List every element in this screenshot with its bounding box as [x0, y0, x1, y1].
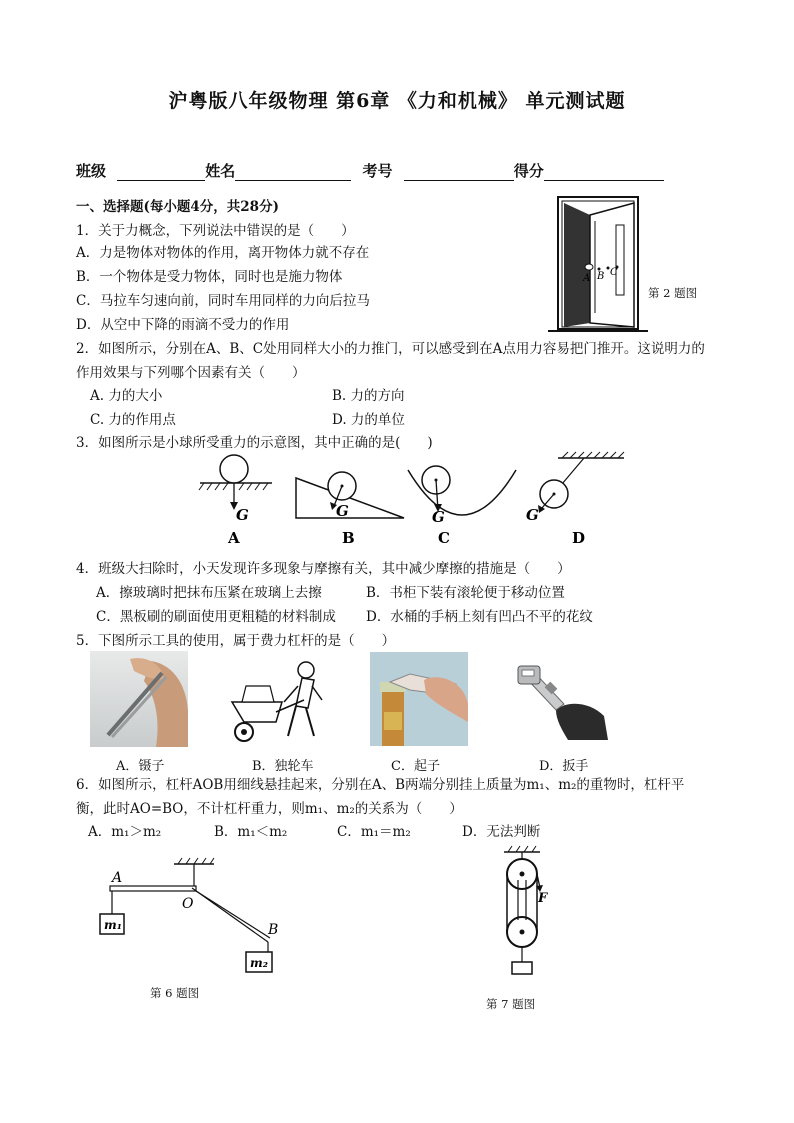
q5-option-b: B．独轮车 — [252, 759, 314, 774]
door-point-c: C — [610, 267, 618, 278]
lever-point-b: B — [268, 922, 279, 938]
force-label-b: G — [336, 502, 349, 520]
choice-label-b: B — [342, 529, 355, 547]
q4-option-b: B．书柜下装有滚轮便于移动位置 — [366, 585, 565, 601]
section-heading: 一、选择题(每小题4分，共28分) — [76, 199, 279, 215]
lever-point-a: A — [112, 870, 123, 886]
choice-label-a: A — [228, 529, 240, 547]
class-label: 班级 — [76, 162, 107, 180]
q3-stem: 3．如图所示是小球所受重力的示意图，其中正确的是( ) — [76, 435, 433, 451]
q1-option-c: C．马拉车匀速向前，同时车用同样的力向后拉马 — [76, 293, 370, 309]
pulley-diagram — [490, 848, 560, 980]
bottle-opener-image — [370, 652, 468, 746]
q4-option-c: C．黑板刷的刷面使用更粗糙的材料制成 — [96, 609, 336, 625]
number-label: 考号 — [362, 162, 393, 180]
q1-stem: 1．关于力概念，下列说法中错误的是（ ） — [76, 223, 355, 239]
gravity-diagrams — [190, 450, 640, 550]
score-label: 得分 — [513, 162, 544, 180]
q1-option-d: D．从空中下降的雨滴不受力的作用 — [76, 317, 290, 333]
q5-stem: 5．下图所示工具的使用，属于费力杠杆的是（ ） — [76, 633, 396, 649]
force-label-c: G — [432, 508, 445, 526]
q4-stem: 4．班级大扫除时，小天发现许多现象与摩擦有关，其中减少摩擦的措施是（ ） — [76, 561, 571, 577]
mass-m2-label: m₂ — [250, 956, 268, 970]
q6-stem-line2: 衡，此时AO=BO，不计杠杆重力，则m₁、m₂的关系为（ ） — [76, 801, 463, 817]
q5-option-d: D．扳手 — [539, 759, 589, 774]
wrench-image — [512, 660, 612, 740]
q2-option-d: D. 力的单位 — [332, 412, 405, 428]
q2-option-c: C. 力的作用点 — [90, 412, 176, 428]
score-field[interactable] — [544, 164, 664, 181]
page-title: 沪粤版八年级物理 第6章 《力和机械》 单元测试题 — [168, 90, 626, 112]
q2-stem-line2: 作用效果与下列哪个因素有关（ ） — [76, 365, 306, 381]
door-figure — [548, 195, 648, 340]
choice-label-c: C — [438, 529, 450, 547]
q2-stem-line1: 2．如图所示，分别在A、B、C处用同样大小的力推门，可以感受到在A点用力容易把门推开。这说明力的 — [76, 341, 705, 357]
mass-m1-label: m₁ — [104, 918, 122, 932]
lever-point-o: O — [182, 896, 194, 912]
q6-stem-line1: 6．如图所示，杠杆AOB用细线悬挂起来，分别在A、B两端分别挂上质量为m₁、m₂的重物时，杠杆平 — [76, 777, 685, 793]
fig6-caption: 第 6 题图 — [150, 986, 200, 1000]
name-label: 姓名 — [205, 162, 236, 180]
door-point-b: B — [597, 271, 605, 282]
q4-option-d: D．水桶的手柄上刻有凹凸不平的花纹 — [366, 609, 593, 625]
force-label-a: G — [236, 506, 249, 524]
number-field[interactable] — [404, 164, 514, 181]
q5-option-a: A．镊子 — [116, 759, 165, 774]
q2-option-a: A. 力的大小 — [90, 388, 163, 404]
door-point-a: A — [583, 273, 591, 284]
wheelbarrow-image — [222, 656, 340, 748]
fig7-caption: 第 7 题图 — [486, 997, 536, 1011]
force-f-label: F — [538, 891, 548, 906]
q5-option-c: C．起子 — [391, 759, 440, 774]
q4-option-a: A．擦玻璃时把抹布压紧在玻璃上去擦 — [96, 585, 322, 601]
q6-option-a: A．m₁＞m₂ — [88, 824, 162, 840]
q6-option-c: C．m₁＝m₂ — [337, 824, 411, 840]
q6-option-b: B．m₁＜m₂ — [214, 824, 288, 840]
q1-option-a: A．力是物体对物体的作用，离开物体力就不存在 — [76, 245, 370, 261]
q2-option-b: B. 力的方向 — [332, 388, 405, 404]
student-info-row — [76, 160, 664, 181]
force-label-d: G — [526, 506, 539, 524]
choice-label-d: D — [572, 529, 586, 547]
tweezers-image — [90, 651, 188, 747]
lever-diagram — [96, 858, 296, 978]
fig2-caption: 第 2 题图 — [648, 286, 698, 300]
name-field[interactable] — [235, 164, 351, 181]
class-field[interactable] — [117, 164, 205, 181]
q1-option-b: B．一个物体是受力物体，同时也是施力物体 — [76, 269, 343, 285]
q6-option-d: D．无法判断 — [462, 824, 541, 840]
